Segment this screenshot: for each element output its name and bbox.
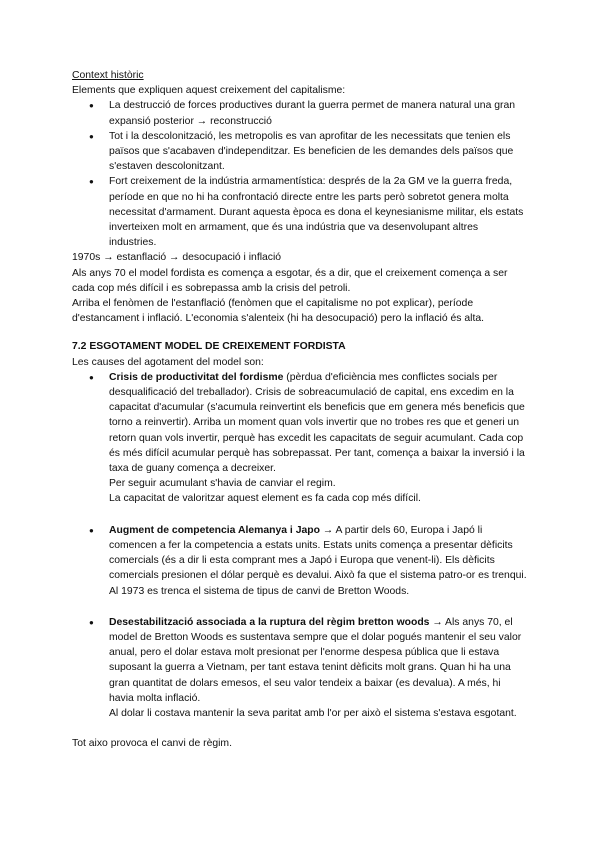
section-heading: 7.2 ESGOTAMENT MODEL DE CREIXEMENT FORDISTA <box>72 341 346 353</box>
spacer <box>109 599 528 615</box>
list-item <box>109 523 528 599</box>
document-page <box>72 68 528 751</box>
context-bullet-list <box>72 98 528 250</box>
list-item: ● La destrucció de forces productives durant la guerra permet de manera natural una gran expansió posterior → reconstrucció <box>109 98 528 128</box>
cause-title: Desestabilització associada a la ruptura del règim bretton woods <box>109 616 430 628</box>
cause-text: → Als anys 70, el model de Bretton Woods es sustentava sempre que el dolar pogués mantenir el seu valor anual, pero el dolar estava molt presionat per l'enorme despesa pública que li estava suposant la guerra a Vietnam, per tant estava tenint dèficits molt grans. Quan hi ha una gran quantitat de dolars emesos, el seu valor tendeix a baixar (es devalua). A més, hi havia molta inflació. <box>109 616 522 704</box>
paragraph: Als anys 70 el model fordista es comença a esgotar, és a dir, que el creixement comença a ser cada cop més difícil i es sobrepassa amb la crisis del petroli. <box>72 267 508 294</box>
list-item <box>109 370 528 507</box>
spacer <box>72 721 528 736</box>
causes-list <box>72 370 528 721</box>
list-item <box>109 615 528 721</box>
cause-note: Al dolar li costava mantenir la seva paritat amb l'or per això el sistema s'estava esgotant. <box>109 707 517 719</box>
list-item: ● Fort creixement de la indústria armamentística: després de la 2a GM ve la guerra freda, període en que no hi ha confrontació directe entre les parts però sobretot genera molta necessitat d'armament. Durant aquesta època es dona el keynesianisme militar, els estats inverteixen molt en armament, que és una indústria que va desenvolupant altres industries. <box>109 174 528 250</box>
list-item: ● Tot i la descolonització, les metropolis es van aprofitar de les necessitats que tenien els països que s'acabaven d'independitzar. Es beneficien de les demandes dels països que s'estaven descolonitzant. <box>109 129 528 175</box>
cause-title: Crisis de productivitat del fordisme <box>109 371 284 383</box>
cause-text: → A partir dels 60, Europa i Japó li comencen a fer la competencia a estats units. Estats units comença a presentar dèficits comercials (és a dir li esta comprant mes a Japó i Europa que venent-li). Els dèficits comercials presionen el dólar perquè es devalui. Això fa que el sistema patro-or es trenqui. Al 1973 es trenca el sistema de tipus de canvi de Bretton Woods. <box>109 524 527 597</box>
spacer <box>109 507 528 523</box>
context-heading: Context històric <box>72 70 144 81</box>
cause-note: Per seguir acumulant s'havia de canviar el regim. <box>109 478 336 490</box>
cause-note: La capacitat de valoritzar aquest element es fa cada cop més difícil. <box>109 493 421 505</box>
closing-line: Tot aixo provoca el canvi de règim. <box>72 738 232 750</box>
section-intro: Les causes del agotament del model son: <box>72 356 264 368</box>
paragraph: Arriba el fenòmen de l'estanflació (fenòmen que el capitalisme no pot explicar), període d'estancament i inflació. L'economia s'alenteix (hi ha desocupació) pero la inflació és alta. <box>72 298 484 325</box>
cause-title: Augment de competencia Alemanya i Japo <box>109 524 320 536</box>
stagflation-line: 1970s → estanflació → desocupació i inflació <box>72 252 282 264</box>
cause-text: (pèrdua d'eficiència mes conflictes socials per desqualificació del treballador). Crisis de sobreacumulació de capital, ens excedim en la capacitat d'acumular (s'acumula reinvertint els beneficis que em genera més beneficis que torno a reinvertir). Arriba un moment quan vols invertir que no trobes res que et generi un retorn quan vols invertir, perquè has excedit les capacitats de seguir acumulant. Cada cop és més difícil acumular perquè has sobrepassat. Per tant, comença a baixar la inversió i la taxa de guany comença a decreixer. <box>109 371 525 475</box>
context-intro: Elements que expliquen aquest creixement del capitalisme: <box>72 85 346 97</box>
